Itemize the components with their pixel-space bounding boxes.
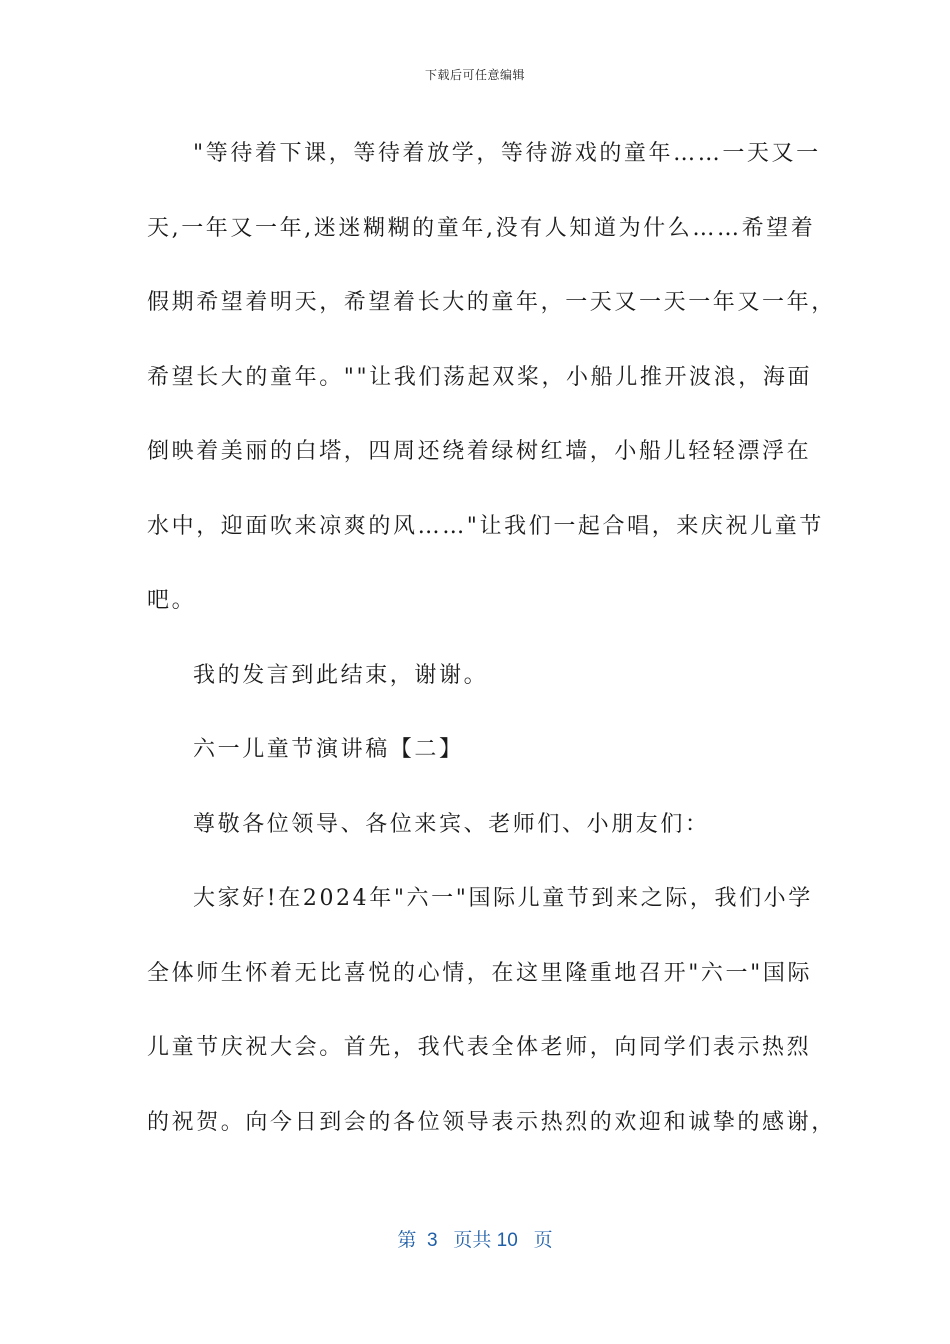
page-number-footer: 第 3 页共 10 页 bbox=[397, 1230, 553, 1251]
salutation-line: 尊敬各位领导、各位来宾、老师们、小朋友们： bbox=[193, 811, 710, 837]
paragraph-line: 大家好!在2024年"六一"国际儿童节到来之际，我们小学 bbox=[193, 886, 813, 911]
section-heading: 六一儿童节演讲稿【二】 bbox=[193, 737, 464, 762]
paragraph-line: 倒映着美丽的白塔，四周还绕着绿树红墙，小船儿轻轻漂浮在 bbox=[147, 439, 812, 464]
paragraph-line: 希望长大的童年。""让我们荡起双桨，小船儿推开波浪，海面 bbox=[147, 364, 813, 390]
paragraph-line: 天,一年又一年,迷迷糊糊的童年,没有人知道为什么……希望着 bbox=[147, 215, 816, 241]
paragraph-line: 假期希望着明天，希望着长大的童年，一天又一天一年又一年， bbox=[147, 290, 836, 315]
paragraph-line: 吧。 bbox=[147, 588, 197, 613]
body-text bbox=[147, 117, 836, 1160]
paragraph-line: 儿童节庆祝大会。首先，我代表全体老师，向同学们表示热烈 bbox=[147, 1035, 812, 1060]
paragraph-line: 水中，迎面吹来凉爽的风……"让我们一起合唱，来庆祝儿童节 bbox=[147, 513, 824, 539]
page-header: 下载后可任意编辑 bbox=[424, 68, 525, 82]
closing-line: 我的发言到此结束，谢谢。 bbox=[193, 662, 489, 688]
paragraph-line: 的祝贺。向今日到会的各位领导表示热烈的欢迎和诚挚的感谢， bbox=[147, 1109, 836, 1135]
paragraph-line: 全体师生怀着无比喜悦的心情，在这里隆重地召开"六一"国际 bbox=[147, 960, 813, 986]
paragraph-line: "等待着下课，等待着放学，等待游戏的童年……一天又一 bbox=[193, 141, 821, 166]
